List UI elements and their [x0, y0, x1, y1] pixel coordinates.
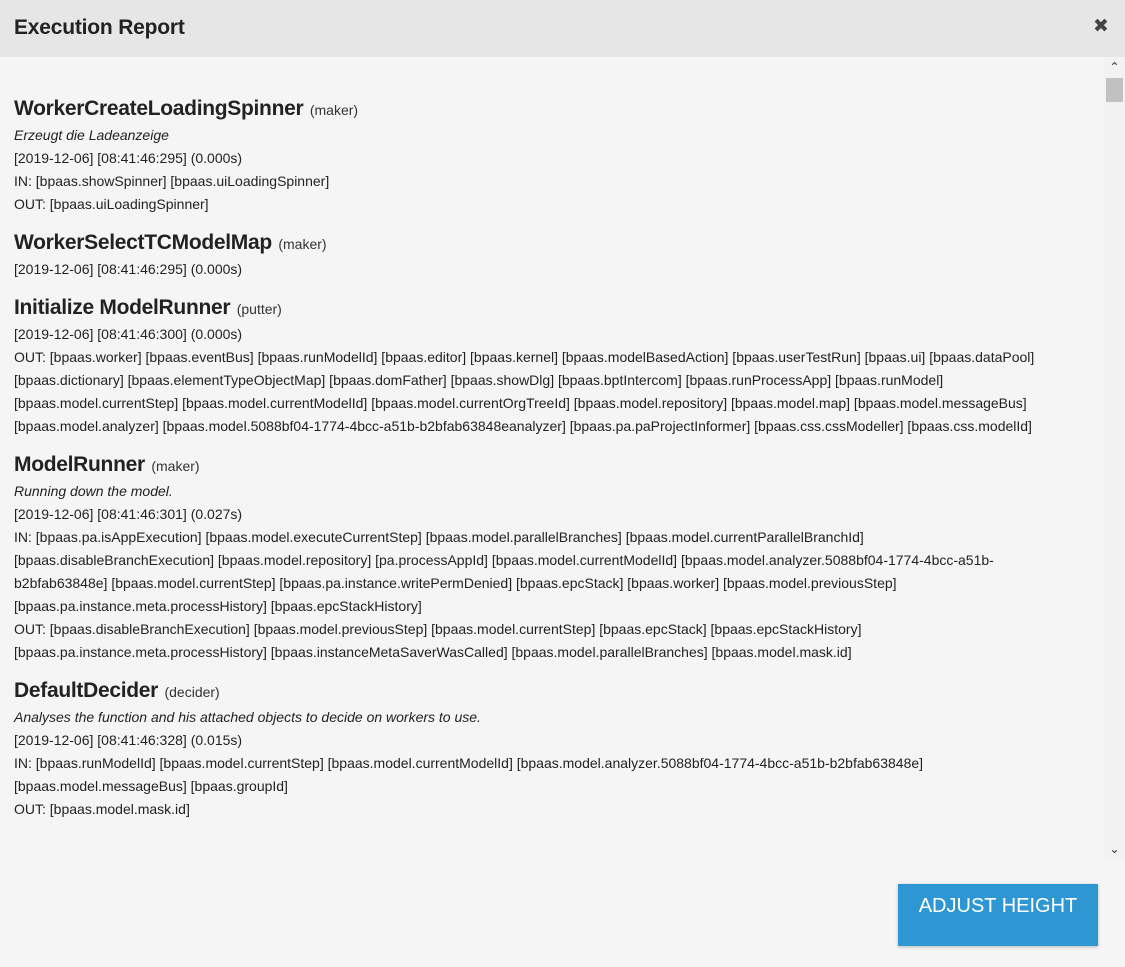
entry-header — [14, 229, 1094, 258]
scroll-up-icon[interactable]: ⌃ — [1109, 60, 1120, 74]
report-entry — [14, 229, 1094, 281]
entry-description: Erzeugt die Ladeanzeige — [14, 127, 169, 143]
entry-detail-line: [bpaas.pa.instance.meta.processHistory] [bpaas.instanceMetaSaverWasCalled] [bpaas.model.parallelBranches] [bpaas.model.mask.id] — [14, 644, 852, 660]
entry-detail-line: OUT: [bpaas.uiLoadingSpinner] — [14, 196, 209, 212]
entry-detail-line: OUT: [bpaas.model.mask.id] — [14, 801, 190, 817]
entry-name: WorkerCreateLoadingSpinner — [14, 97, 304, 120]
entry-detail-line: [2019-12-06] [08:41:46:301] (0.027s) — [14, 506, 243, 522]
entry-type: (decider) — [164, 684, 220, 700]
entry-detail-line: b2bfab63848e] [bpaas.model.currentStep] [bpaas.pa.instance.writePermDenied] [bpaas.epcStack] [bpaas.worker] [bpaas.model.previousStep] — [14, 575, 897, 591]
adjust-height-button[interactable]: ADJUST HEIGHT — [898, 884, 1098, 946]
entry-detail-line: OUT: [bpaas.worker] [bpaas.eventBus] [bpaas.runModelId] [bpaas.editor] [bpaas.kernel] [bpaas.modelBasedAction] [bpaas.userTestRun] [bpaas.ui] [bpaas.dataPool] — [14, 349, 1035, 365]
entry-description: Running down the model. — [14, 483, 173, 499]
entry-detail-line: [bpaas.disableBranchExecution] [bpaas.model.repository] [pa.processAppId] [bpaas.model.currentModelId] [bpaas.model.analyzer.5088bf04-1774-4bcc-a51b- — [14, 552, 994, 568]
entry-detail-line: [2019-12-06] [08:41:46:295] (0.000s) — [14, 261, 243, 277]
report-entry — [14, 451, 1094, 664]
report-entry — [14, 677, 1094, 821]
report-content[interactable] — [0, 57, 1104, 857]
entry-detail-line: IN: [bpaas.runModelId] [bpaas.model.currentStep] [bpaas.model.currentModelId] [bpaas.model.analyzer.5088bf04-1774-4bcc-a51b-b2bfab63848e] — [14, 755, 924, 771]
dialog-header — [0, 0, 1125, 57]
dialog-title: Execution Report — [14, 16, 185, 39]
entry-type: (maker) — [151, 458, 200, 474]
entry-detail-line: IN: [bpaas.pa.isAppExecution] [bpaas.model.executeCurrentStep] [bpaas.model.parallelBranches] [bpaas.model.currentParallelBranchId] — [14, 529, 864, 545]
entry-detail-line: [bpaas.model.analyzer] [bpaas.model.5088bf04-1774-4bcc-a51b-b2bfab63848eanalyzer] [bpaas.pa.paProjectInformer] [bpaas.css.cssModeller] [bpaas.css.modelId] — [14, 418, 1032, 434]
entry-description: Analyses the function and his attached objects to decide on workers to use. — [14, 709, 481, 725]
entry-header — [14, 95, 1094, 124]
entry-detail-line: OUT: [bpaas.disableBranchExecution] [bpaas.model.previousStep] [bpaas.model.currentStep] [bpaas.epcStack] [bpaas.epcStackHistory] — [14, 621, 862, 637]
entry-type: (maker) — [278, 236, 327, 252]
report-entry — [14, 95, 1094, 216]
entry-name: Initialize ModelRunner — [14, 296, 231, 319]
entry-detail-line: [bpaas.model.messageBus] [bpaas.groupId] — [14, 778, 288, 794]
entry-name: WorkerSelectTCModelMap — [14, 231, 272, 254]
vertical-scrollbar[interactable] — [1104, 57, 1125, 859]
entry-detail-line: [bpaas.pa.instance.meta.processHistory] [bpaas.epcStackHistory] — [14, 598, 422, 614]
entry-header — [14, 294, 1094, 323]
scroll-thumb[interactable] — [1106, 78, 1123, 102]
entry-list — [14, 95, 1094, 834]
entry-detail-line: [bpaas.dictionary] [bpaas.elementTypeObjectMap] [bpaas.domFather] [bpaas.showDlg] [bpaas.bptIntercom] [bpaas.runProcessApp] [bpaas.runModel] — [14, 372, 944, 388]
entry-detail-line: [2019-12-06] [08:41:46:300] (0.000s) — [14, 326, 243, 342]
entry-detail-line: [bpaas.model.currentStep] [bpaas.model.currentModelId] [bpaas.model.currentOrgTreeId] [bpaas.model.repository] [bpaas.model.map] [bpaas.model.messageBus] — [14, 395, 1027, 411]
entry-detail-line: IN: [bpaas.showSpinner] [bpaas.uiLoadingSpinner] — [14, 173, 330, 189]
entry-header — [14, 451, 1094, 480]
entry-header — [14, 677, 1094, 706]
entry-name: DefaultDecider — [14, 679, 159, 702]
entry-type: (putter) — [236, 301, 282, 317]
scroll-down-icon[interactable]: ⌄ — [1109, 842, 1120, 856]
entry-name: ModelRunner — [14, 453, 145, 476]
entry-detail-line: [2019-12-06] [08:41:46:328] (0.015s) — [14, 732, 243, 748]
report-entry — [14, 294, 1094, 438]
close-icon[interactable]: ✖ — [1093, 16, 1109, 37]
entry-detail-line: [2019-12-06] [08:41:46:295] (0.000s) — [14, 150, 243, 166]
entry-type: (maker) — [309, 102, 359, 118]
